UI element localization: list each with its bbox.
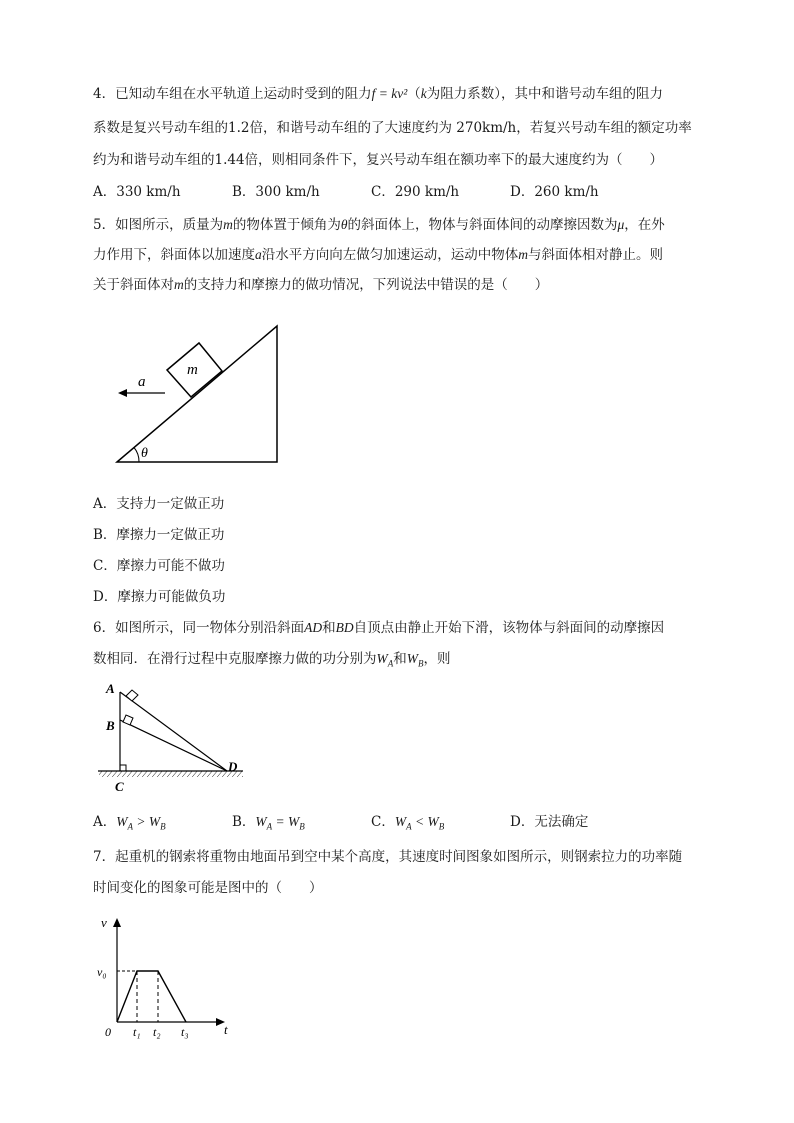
acceleration-label: a: [138, 374, 146, 390]
right-angle-mark: [120, 765, 126, 771]
q4-line-2: 系数是复兴号动车组的1.2倍，和谐号动车组的了大速度约为 270km/h，若复兴号动车组的额定功率: [93, 120, 692, 136]
t1-label: t₁: [133, 1025, 141, 1039]
q6-double-incline-figure: [95, 678, 255, 798]
theta-label: θ: [141, 446, 148, 461]
label-b: B: [106, 718, 115, 733]
block-on-bd: [123, 715, 133, 725]
label-c: C: [115, 779, 124, 794]
q5-line-1: 5．如图所示，质量为m的物体置于倾角为θ的斜面体上，物体与斜面体间的动摩擦因数为μ，在外: [93, 217, 665, 233]
ground-hatch: [99, 771, 243, 777]
q5-option-c[interactable]: C．摩擦力可能不做功: [93, 558, 225, 574]
q7-line-2: 时间变化的图象可能是图中的（ ）: [93, 880, 323, 896]
t-axis-label: t: [224, 1022, 228, 1037]
block-on-ad: [126, 690, 138, 701]
q6-option-d[interactable]: D．无法确定: [510, 814, 589, 830]
origin-label: 0: [105, 1025, 111, 1039]
q4-line-1: 4．已知动车组在水平轨道上运动时受到的阻力f = kv²（k为阻力系数），其中和谐号动车组的阻力: [93, 86, 663, 102]
q4-option-d[interactable]: D．260 km/h: [510, 184, 599, 200]
q6-line-2: 数相同．在滑行过程中克服摩擦力做的功分别为$W_A$和$W_B$，则: [93, 651, 451, 669]
q4-option-a[interactable]: A．330 km/h: [93, 184, 181, 200]
q6-option-b[interactable]: B．$W_A = W_B$: [232, 814, 305, 832]
incline-bd: [120, 720, 227, 771]
t3-label: t₃: [181, 1025, 189, 1039]
incline-ad: [120, 692, 227, 771]
q6-option-c[interactable]: C．$W_A < W_B$: [371, 814, 445, 832]
q4-option-b[interactable]: B．300 km/h: [232, 184, 320, 200]
q4-option-c[interactable]: C．290 km/h: [371, 184, 460, 200]
q7-line-1: 7．起重机的钢索将重物由地面吊到空中某个高度，其速度时间图象如图所示，则钢索拉力的功率随: [93, 849, 683, 865]
mass-label: m: [187, 362, 198, 378]
q4-drag-formula: f = kv²: [371, 86, 408, 101]
v0-label: v₀: [97, 965, 107, 979]
angle-arc: [134, 448, 139, 463]
q7-velocity-time-graph: [95, 910, 240, 1040]
q5-incline-figure: [105, 318, 285, 468]
q5-option-a[interactable]: A．支持力一定做正功: [93, 496, 225, 512]
q5-line-3: 关于斜面体对m的支持力和摩擦力的做功情况，下列说法中错误的是（ ）: [93, 277, 549, 293]
q5-line-2: 力作用下，斜面体以加速度a沿水平方向向左做匀加速运动，运动中物体m与斜面体相对静止。则: [93, 247, 663, 263]
v-axis-label: v: [101, 915, 107, 930]
q6-line-1: 6．如图所示，同一物体分别沿斜面AD和BD自顶点由静止开始下滑，该物体与斜面间的动摩擦因: [93, 620, 665, 636]
velocity-curve: [117, 971, 186, 1022]
q4-line-3: 约为和谐号动车组的1.44倍，则相同条件下，复兴号动车组在额功率下的最大速度约为（ ）: [93, 152, 664, 168]
q5-option-d[interactable]: D．摩擦力可能做负功: [93, 589, 226, 605]
q5-option-b[interactable]: B．摩擦力一定做正功: [93, 527, 225, 543]
v-axis-arrow: [113, 918, 121, 927]
arrowhead: [118, 389, 127, 397]
q6-option-a[interactable]: A．$W_A > W_B$: [93, 814, 166, 832]
label-d: D: [228, 759, 238, 774]
label-a: A: [106, 681, 115, 696]
t2-label: t₂: [153, 1025, 161, 1039]
